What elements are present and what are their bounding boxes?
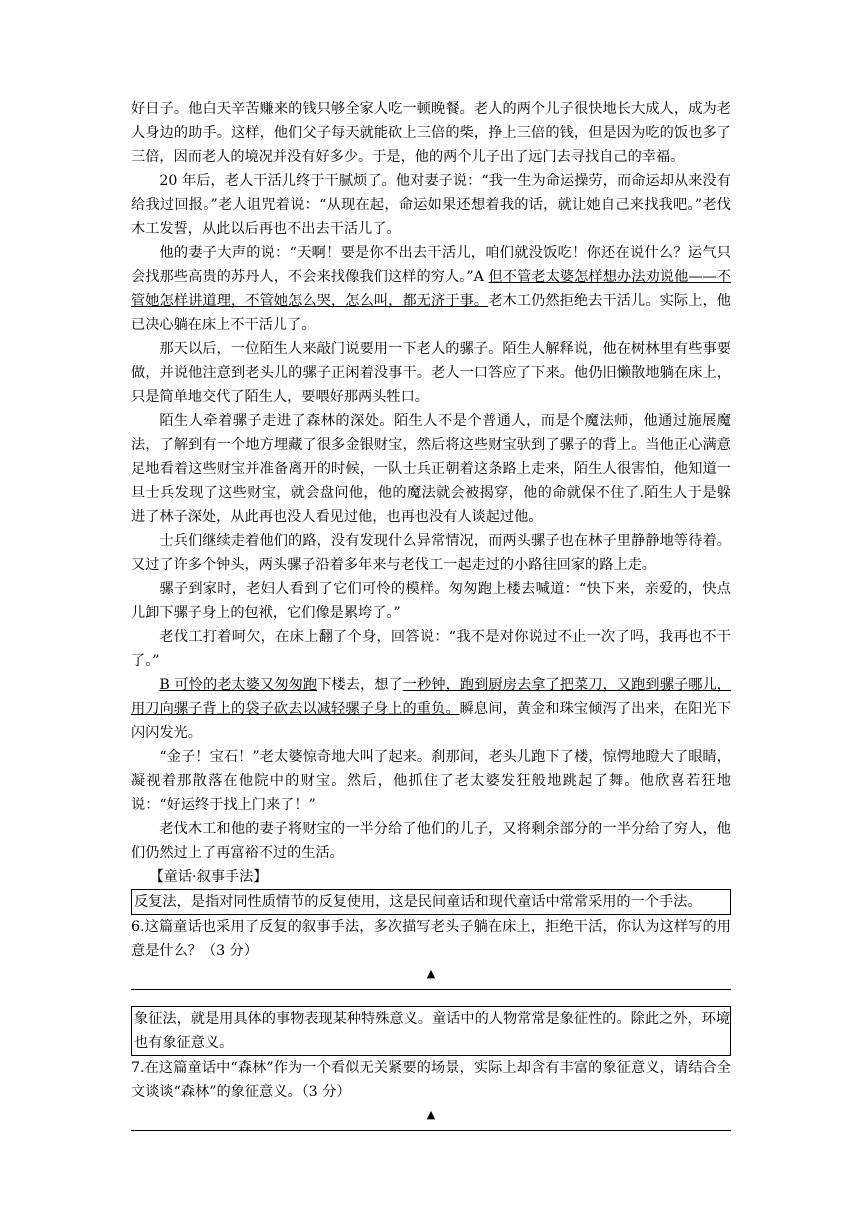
story-paragraph-8: 老伐工打着呵欠，在床上翻了个身，回答说：“我不是对你说过不止一次了吗，我再也不干了。” xyxy=(131,629,731,669)
paragraph-9-text-a: 下楼去，想了 xyxy=(317,677,403,693)
q6-info-box xyxy=(131,889,731,915)
paragraph-9-text-b: 瞬息间，黄金和珠宝倾泻了出来，在阳光下闪闪发光。 xyxy=(131,701,731,741)
story-paragraph-7: 骡子到家时，老妇人看到了它们可怜的模样。匆匆跑上楼去喊道：“快下来，亲爱的，快点儿卸下骡子身上的包袱，它们像是累垮了。” xyxy=(131,581,731,621)
story-paragraph-3 xyxy=(131,241,731,337)
section-title: 【童话·叙事手法】 xyxy=(149,869,268,885)
underlined-passage-b-2: 一秒钟，跑到厨房去拿了把菜刀，又跑到骡子哪儿，用刀向骡子背上的袋子砍去以减轻骡子身上的重负。 xyxy=(131,677,731,717)
underlined-passage-a: 但不管老太婆怎样想办法劝说他——不管她怎样讲道理，不管她怎么哭，怎么叫，都无济于事。 xyxy=(131,269,731,309)
q6-answer-line[interactable] xyxy=(131,963,731,990)
story-paragraph-11: 老伐木工和他的妻子将财宝的一半分给了他们的儿子，又将剩余部分的一半分给了穷人，他们仍然过上了再富裕不过的生活。 xyxy=(131,821,731,861)
q7-answer-line[interactable] xyxy=(131,1104,731,1131)
triangle-marker-icon: ▲ xyxy=(426,1108,436,1121)
document-page xyxy=(131,97,731,1147)
paragraph-3-text-a: 他的妻子大声的说：“天啊！要是你不出去干活儿，咱们就没饭吃！你还在说什么？运气只会找那些高贵的苏丹人，不会来找像我们这样的穷人。”A xyxy=(131,245,731,285)
story-paragraph-9 xyxy=(131,673,731,745)
triangle-marker-icon: ▲ xyxy=(426,967,436,980)
story-paragraph-5: 陌生人牵着骡子走进了森林的深处。陌生人不是个普通人，而是个魔法师，他通过施展魔法，了解到有一个地方埋藏了很多金银财宝，然后将这些财宝驮到了骡子的背上。当他正心满意足地看着这些财宝并准备离开的时候，一队士兵正朝着这条路上走来，陌生人很害怕，他知道一旦士兵发现了这些财宝，就会盘问他，他的魔法就会被揭穿，他的命就保不住了.陌生人于是躲进了林子深处，从此再也没人看见过他，也再也没有人谈起过他。 xyxy=(131,413,731,525)
story-paragraph-4: 那天以后，一位陌生人来敲门说要用一下老人的骡子。陌生人解释说，他在树林里有些事要做，并说他注意到老头儿的骡子正闲着没事干。老人一口答应了下来。他仍旧懒散地躺在床上，只是简单地交代了陌生人，要喂好那两头牲口。 xyxy=(131,341,731,405)
q7-info-box xyxy=(131,1006,731,1056)
story-paragraph-10: “金子！宝石！”老太婆惊奇地大叫了起来。刹那间，老头儿跑下了楼，惊愕地瞪大了眼睛，凝视着那散落在他院中的财宝。然后，他抓住了老太婆发狂般地跳起了舞。他欣喜若狂地说：“好运终于找上门来了！” xyxy=(131,749,731,813)
story-paragraph-2: 20 年后，老人干活儿终于干腻烦了。他对妻子说：“我一生为命运操劳，而命运却从来没有给我过回报。”老人诅咒着说：“从现在起，命运如果还想着我的话，就让她自己来找我吧。”老伐木工发誓，从此以后再也不出去干活儿了。 xyxy=(131,173,731,237)
q7-info-text: 象征法，就是用具体的事物表现某种特殊意义。童话中的人物常常是象征性的。除此之外，环境也有象征意义。 xyxy=(134,1011,730,1051)
question-6: 6.这篇童话也采用了反复的叙事手法，多次描写老头子躺在床上，拒绝干活，你认为这样写的用意是什么？（3 分） xyxy=(131,919,731,959)
q6-info-text: 反复法，是指对同性质情节的反复使用，这是民间童话和现代童话中常常采用的一个手法。 xyxy=(134,894,702,910)
underlined-passage-b-1: B 可怜的老太婆又匆匆跑 xyxy=(159,677,318,693)
story-paragraph-1: 好日子。他白天辛苦赚来的钱只够全家人吃一顿晚餐。老人的两个儿子很快地长大成人，成为老人身边的助手。这样，他们父子每天就能砍上三倍的柴，挣上三倍的钱，但是因为吃的饭也多了三倍，因而老人的境况并没有好多少。于是，他的两个儿子出了远门去寻找自己的幸福。 xyxy=(131,101,731,165)
paragraph-3-text-b: 老木工仍然拒绝去干活儿。实际上，他已决心躺在床上不干活儿了。 xyxy=(131,293,731,333)
question-7: 7.在这篇童话中“森林”作为一个看似无关紧要的场景，实际上却含有丰富的象征意义，请结合全文谈谈“森林”的象征意义。（3 分） xyxy=(131,1060,731,1100)
story-paragraph-6: 士兵们继续走着他们的路，没有发现什么异常情况，而两头骡子也在林子里静静地等待着。又过了许多个钟头，两头骡子沿着多年来与老伐工一起走过的小路往回家的路上走。 xyxy=(131,533,731,573)
